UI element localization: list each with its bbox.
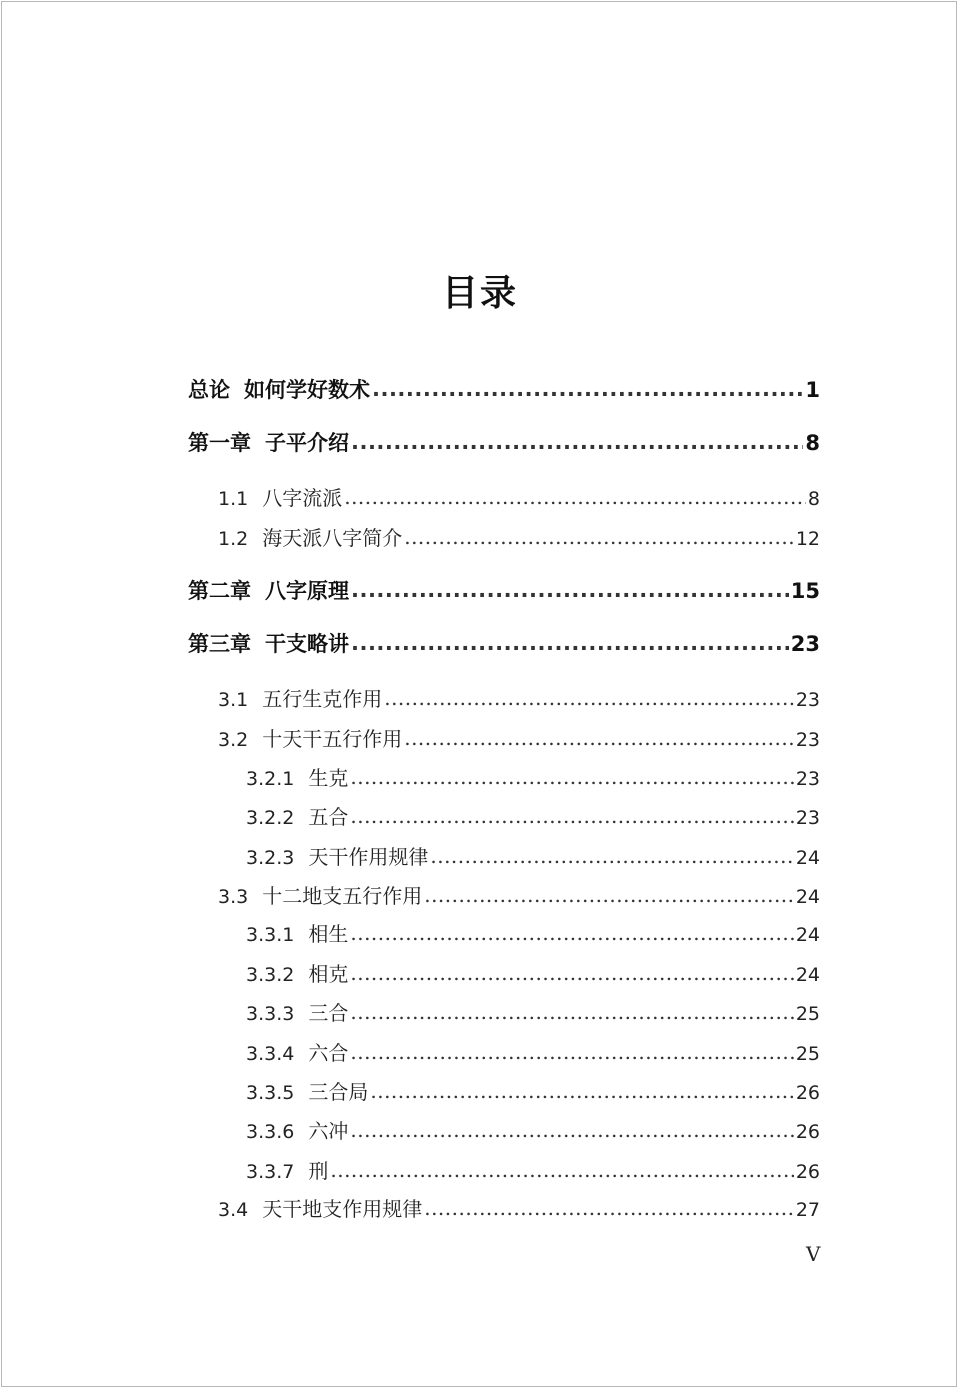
toc-entry-title: 六合 [308, 1041, 349, 1065]
dot-leader [344, 485, 806, 509]
toc-entry-number: 3.3.7 [246, 1161, 295, 1183]
toc-entry-chapter-3[interactable] [188, 628, 820, 658]
toc-entry-number: 3.2.1 [246, 768, 295, 790]
toc-entry-subsection-3-3-7[interactable] [188, 1155, 820, 1184]
toc-entry-number: 3.3.1 [246, 924, 295, 946]
toc-entry-page: 1 [805, 378, 820, 402]
toc-entry-title: 五合 [308, 805, 349, 829]
toc-entry-page: 23 [795, 807, 820, 829]
toc-entry-section-3-2[interactable] [188, 723, 820, 752]
toc-entry-page: 12 [795, 528, 820, 550]
toc-entry-number: 3.3.2 [246, 964, 295, 986]
dot-leader [330, 1158, 793, 1182]
toc-entry-intro[interactable] [188, 374, 820, 404]
toc-entry-page: 23 [795, 689, 820, 711]
toc-entry-title: 八字原理 [265, 579, 349, 603]
toc-entry-page: 8 [805, 431, 820, 455]
toc-entry-subsection-3-3-5[interactable] [188, 1076, 820, 1105]
toc-entry-subsection-3-3-3[interactable] [188, 997, 820, 1026]
toc-entry-title: 三合局 [308, 1080, 369, 1104]
toc-title: 目录 [441, 273, 518, 314]
toc-entry-number: 3.4 [218, 1199, 249, 1221]
toc-entry-title: 十二地支五行作用 [262, 884, 423, 908]
toc-entry-page: 26 [795, 1082, 820, 1104]
toc-entry-title: 相克 [308, 962, 349, 986]
toc-entry-number: 1.1 [218, 488, 249, 510]
dot-leader [350, 1040, 793, 1064]
toc-entry-subsection-3-2-3[interactable] [188, 841, 820, 870]
toc-entry-subsection-3-2-1[interactable] [188, 762, 820, 791]
toc-entry-title: 海天派八字简介 [262, 526, 403, 550]
toc-entry-page: 15 [790, 579, 820, 603]
toc-entry-page: 24 [795, 847, 820, 869]
toc-entry-page: 24 [795, 924, 820, 946]
dot-leader [350, 765, 793, 789]
toc-entry-number: 3.2.2 [246, 807, 295, 829]
toc-entry-page: 25 [795, 1003, 820, 1025]
toc-entry-page: 24 [795, 886, 820, 908]
dot-leader [424, 883, 794, 907]
toc-entry-section-3-3[interactable] [188, 880, 820, 909]
toc-entry-number: 3.2.3 [246, 847, 295, 869]
toc-entry-subsection-3-3-6[interactable] [188, 1115, 820, 1144]
dot-leader [404, 726, 794, 750]
toc-entry-title: 刑 [308, 1159, 329, 1183]
toc-entry-title: 子平介绍 [265, 431, 349, 455]
toc-entry-subsection-3-3-2[interactable] [188, 958, 820, 987]
toc-entry-section-3-4[interactable] [188, 1193, 820, 1222]
toc-entry-number: 3.3.4 [246, 1043, 295, 1065]
toc-entry-title: 十天干五行作用 [262, 727, 403, 751]
toc-entry-number: 3.1 [218, 689, 249, 711]
dot-leader [351, 430, 803, 454]
toc-entry-number: 3.3 [218, 886, 249, 908]
toc-entry-page: 27 [795, 1199, 820, 1221]
toc-entry-number: 总论 [188, 378, 230, 402]
toc-entry-chapter-2[interactable] [188, 575, 820, 605]
toc-entry-section-1-2[interactable] [188, 522, 820, 551]
toc-entry-section-1-1[interactable] [188, 482, 820, 511]
dot-leader [370, 1079, 793, 1103]
toc-entry-subsection-3-3-1[interactable] [188, 918, 820, 947]
dot-leader [350, 1000, 793, 1024]
page-number: V [806, 1242, 821, 1266]
toc-entry-number: 3.2 [218, 729, 249, 751]
toc-entry-page: 23 [795, 729, 820, 751]
toc-entry-number: 3.3.3 [246, 1003, 295, 1025]
toc-entry-page: 23 [795, 768, 820, 790]
dot-leader [424, 1196, 794, 1220]
toc-entry-title: 五行生克作用 [262, 687, 383, 711]
toc-entry-page: 24 [795, 964, 820, 986]
dot-leader [350, 804, 793, 828]
toc-entry-number: 第一章 [188, 431, 251, 455]
toc-entry-number: 第三章 [188, 632, 251, 656]
dot-leader [404, 525, 794, 549]
toc-entry-title: 天干作用规律 [308, 845, 429, 869]
toc-entry-title: 天干地支作用规律 [262, 1197, 423, 1221]
toc-entry-title: 相生 [308, 922, 349, 946]
toc-entry-number: 3.3.6 [246, 1121, 295, 1143]
toc-entry-number: 3.3.5 [246, 1082, 295, 1104]
dot-leader [384, 686, 794, 710]
dot-leader [350, 1118, 793, 1142]
toc-entry-title: 如何学好数术 [244, 378, 370, 402]
toc-entry-number: 第二章 [188, 579, 251, 603]
toc-entry-page: 26 [795, 1121, 820, 1143]
dot-leader [350, 961, 793, 985]
toc-entry-title: 三合 [308, 1001, 349, 1025]
toc-entry-page: 23 [790, 632, 820, 656]
toc-entry-chapter-1[interactable] [188, 427, 820, 457]
dot-leader [372, 377, 803, 401]
toc-entry-title: 生克 [308, 766, 349, 790]
dot-leader [350, 921, 793, 945]
toc-entry-number: 1.2 [218, 528, 249, 550]
toc-entry-title: 干支略讲 [265, 632, 349, 656]
toc-entry-subsection-3-3-4[interactable] [188, 1037, 820, 1066]
dot-leader [351, 578, 789, 602]
dot-leader [351, 631, 789, 655]
toc-entry-page: 25 [795, 1043, 820, 1065]
toc-entry-section-3-1[interactable] [188, 683, 820, 712]
toc-entry-title: 六冲 [308, 1119, 349, 1143]
toc-entry-page: 26 [795, 1161, 820, 1183]
dot-leader [430, 844, 793, 868]
toc-entry-title: 八字流派 [262, 486, 343, 510]
toc-entry-page: 8 [807, 488, 820, 510]
toc-entry-subsection-3-2-2[interactable] [188, 801, 820, 830]
